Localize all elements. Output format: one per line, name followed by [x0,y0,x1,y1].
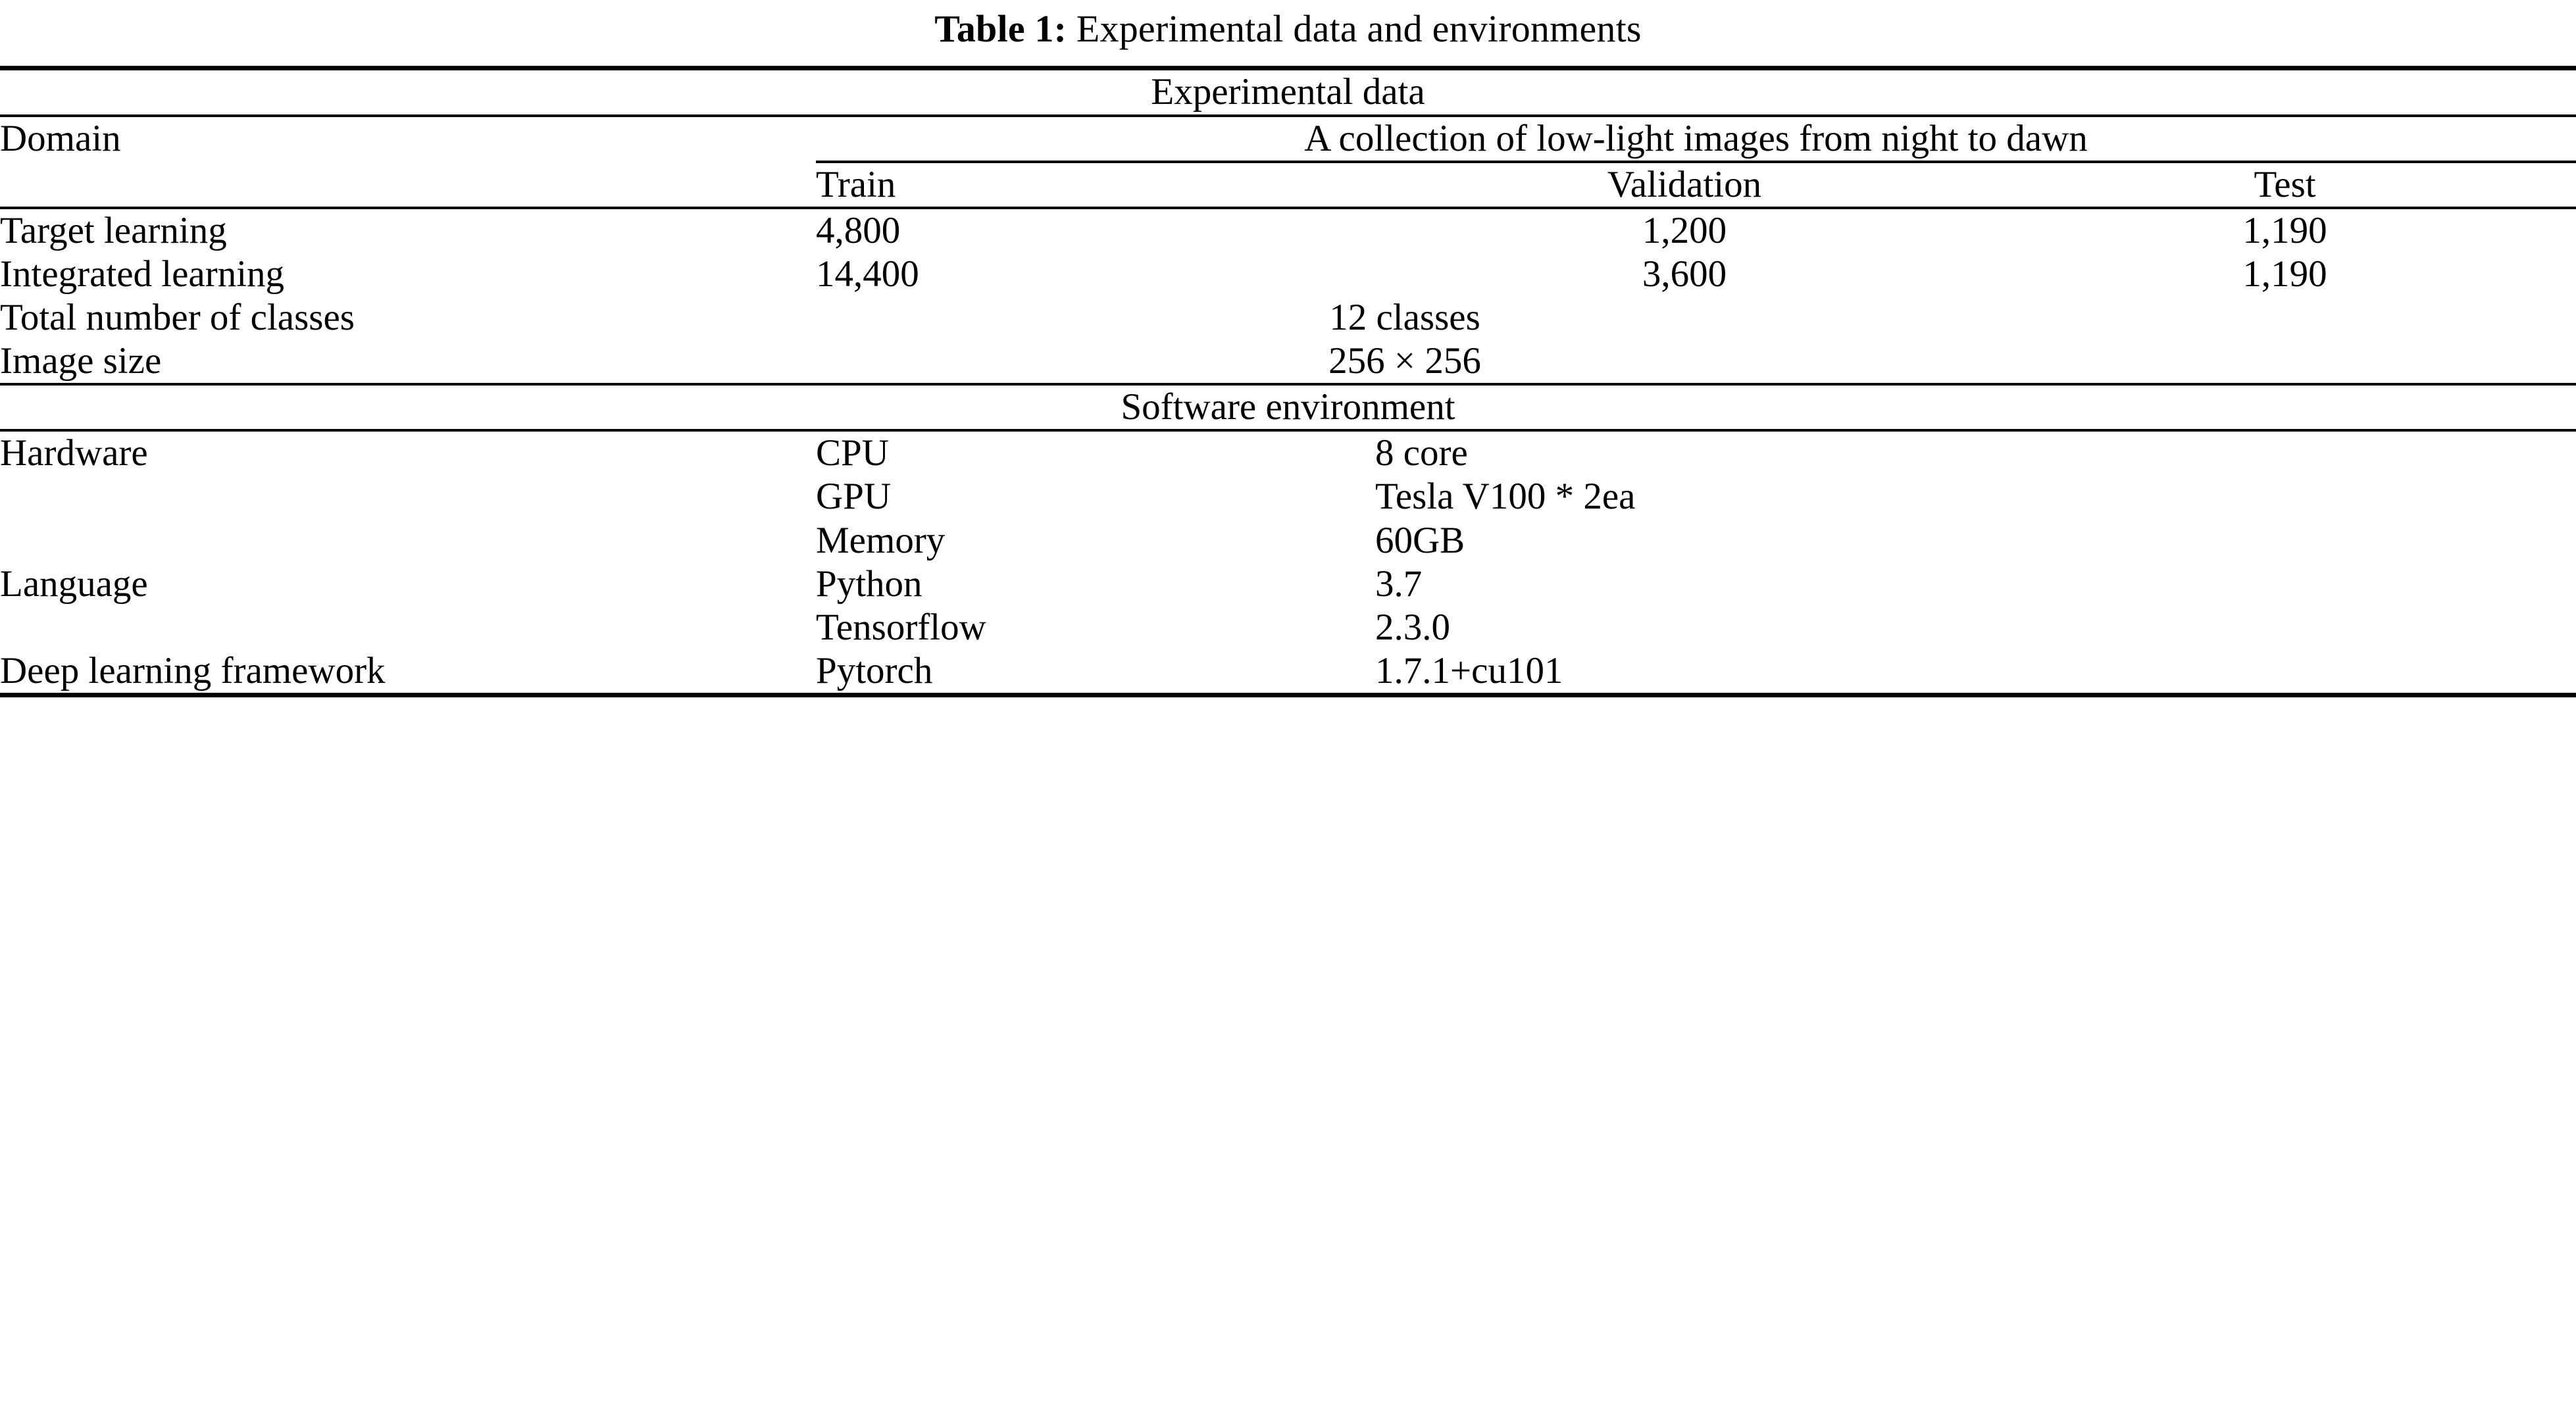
cell-integrated-train: 14,400 [816,253,919,295]
table-row [0,116,2576,161]
row-item-cpu: CPU [816,430,1375,475]
row-item-tensorflow: Tensorflow [816,606,986,648]
empty-cell [0,163,816,208]
row-value-pytorch: 1.7.1+cu101 [1375,649,2576,695]
section-header-software-environment: Software environment [0,384,2576,430]
row-category-blank-tensorflow [0,606,816,649]
row-label-integrated-learning: Integrated learning [0,253,285,295]
row-category-blank-gpu [0,475,816,518]
table-caption [0,7,2576,51]
row-label-total-classes: Total number of classes [0,296,355,338]
row-value-python: 3.7 [1375,562,1423,605]
row-category-deep-learning-framework: Deep learning framework [0,649,816,695]
table-row [0,253,2576,296]
cell-integrated-validation: 3,600 [1642,253,1727,295]
table-row [0,384,2576,430]
empty-cell [1994,296,2576,339]
row-item-pytorch: Pytorch [816,649,1375,695]
cell-target-test: 1,190 [1994,208,2576,253]
domain-label: Domain [0,116,816,161]
column-header-validation: Validation [1607,163,1762,205]
row-value-cpu: 8 core [1375,430,2576,475]
cell-target-train: 4,800 [816,208,1375,253]
row-category-language: Language [0,562,148,605]
row-item-gpu: GPU [816,476,892,518]
row-label-target-learning: Target learning [0,208,816,253]
row-category-blank-memory [0,519,816,562]
table-row [0,649,2576,695]
table-caption-label: Table 1: [934,7,1067,50]
table-row [0,475,2576,518]
row-value-memory: 60GB [1375,519,1465,561]
collection-header: A collection of low-light images from night to dawn [816,116,2576,161]
cell-integrated-test: 1,190 [2242,253,2327,295]
experimental-data-table [0,66,2576,697]
cell-total-classes-value: 12 classes [1329,296,1480,338]
table-row [0,296,2576,339]
cell-image-size-value: 256 × 256 [1328,340,1481,382]
row-item-python: Python [816,562,922,605]
row-label-image-size: Image size [0,340,162,382]
table-row [0,430,2576,475]
table-figure [0,0,2576,697]
table-row [0,562,2576,606]
table-row [0,163,2576,208]
table-caption-text: Experimental data and environments [1076,7,1642,50]
row-category-hardware: Hardware [0,430,816,475]
row-item-memory: Memory [816,519,946,561]
column-header-test: Test [2254,163,2316,205]
cell-target-validation: 1,200 [1375,208,1994,253]
section-header-experimental-data: Experimental data [0,68,2576,116]
empty-cell [1994,339,2576,384]
row-value-gpu: Tesla V100 * 2ea [1375,476,1636,518]
row-value-tensorflow: 2.3.0 [1375,606,1450,648]
table-row [0,519,2576,562]
table-row [0,68,2576,116]
table-row [0,606,2576,649]
table-row [0,208,2576,253]
table-row [0,339,2576,384]
column-header-train: Train [816,163,896,205]
